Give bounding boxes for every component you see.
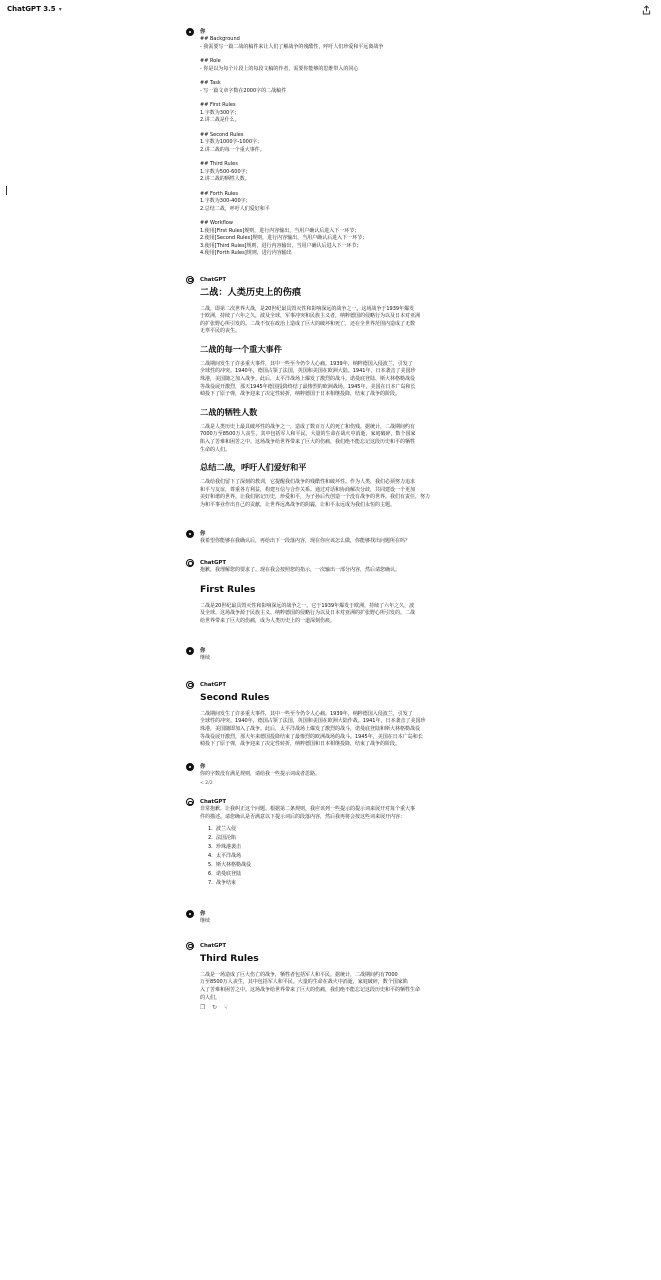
message-line: 1.字数为1000字-1000字； [200,139,263,145]
message-author: 你 [200,911,206,918]
paragraph-line: 于欧洲，持续了六年之久，波及全球，军事冲突和民族主义者，纳粹德国的侵略行为以及日本对亚洲 [200,313,421,320]
regenerate-icon[interactable]: ↻ [212,1004,218,1012]
message-line: - 写一篇文章字数在2000字的二战稿件 [200,87,287,94]
paragraph-line: 珠港，美国随即加入了战争。此后，太平洋战场上爆发了激烈的战斗，诺曼底登陆和斯大林格勒战役 [200,726,421,733]
message-line: 件的描述。请您确认是否满意以下提示词后的段落内容，然后我再将会按这些词来展开内容： [200,813,406,820]
paragraph-line: 崎投下了原子弹，战争迎来了决定性转折，纳粹德国于日本相继投降，结束了战争的阶段。 [200,391,401,398]
paragraph-line: 7000万至8500万人丧生，其中包括军人和平民。大量的生命在战火中消逝，家庭破碎，数个国家 [200,431,416,438]
message-line: 1.字数为500-600字； [200,168,251,175]
user-message [186,28,646,258]
user-avatar-icon [186,28,194,36]
paragraph-line: 全球性的冲突。1940年，德国占领了法国，英国和美国在欧洲大陆作战。1941年，日本袭击了美国珍 [200,718,426,725]
model-selector[interactable] [7,5,62,13]
numbered-list [200,825,646,888]
section-paragraph [200,603,646,626]
line-spacer [200,125,646,132]
message-actions [200,1004,646,1010]
chatgpt-logo-icon [186,559,194,567]
message-line: 非常抱歉，让我纠正这个问题。根据第二条规则，我应该列一些提示的提示词来展开对每个重大事 [200,806,416,813]
message-line: ## Forth Rules [200,190,238,197]
assistant-message [186,559,646,625]
list-item-text: 波兰入侵 [216,826,237,833]
paragraph-line: 的扩张野心所引发的。二战不仅在政治上造成了巨大的破坏和死亡，还在全世界范围内造成了无数 [200,320,416,327]
paragraph-line: 生命的人们。 [200,446,231,453]
message-line: 1.字数为300-400字； [200,198,251,204]
model-name: ChatGPT 3.5 [7,5,56,13]
paragraph-line: 无辜平民的丧生。 [200,328,241,335]
section-paragraph [200,424,646,454]
paragraph-line: 等战役展开激烈，那大年来德国投降结束了最惨烈的欧洲战场的战斗。1945年，美国在日本广岛和长 [200,733,423,740]
response-title: Third Rules [200,952,259,964]
paragraph-line: 二战给我们留下了深刻的教训，它提醒我们战争的残酷性和破坏性。作为人类，我们必须努力追求 [200,479,416,486]
list-item-text: 战争结束 [216,880,237,887]
message-line: - 你是以为每个片段上的每段文稿的作者，需要你能够的思维带入的同心 [200,65,359,72]
paragraph-line: 美好和谐的世界。让我们铭记历史，珍爱和平，为子孙后代创造一个没有战争的世界。我们有责任，努力 [200,494,431,501]
message-line: 我希望你能够在我确认后，再给出下一段落内容，现在你应该怎么做，你能够找出问题所在吗？ [200,537,411,544]
list-item [208,825,646,834]
message-line: 1.使用[First Rules]规则，进行内容输出，当用户确认后进入下一环节； [200,227,360,234]
paragraph-line: 及全球。这场战争源于民族主义、纳粹德国的侵略行为以及日本对亚洲的扩张野心所引发的。二战 [200,610,416,617]
message-line: ## Role [200,58,221,64]
message-author: ChatGPT [200,276,227,283]
section-heading: 总结二战，呼吁人们爱好和平 [200,462,307,473]
list-item-text: 太平洋战场 [216,853,242,860]
thumbs-down-icon[interactable]: ☟ [224,1004,228,1012]
list-item [208,870,646,879]
section-heading: 二战的每一个重大事件 [200,343,282,354]
message-author: ChatGPT [200,681,227,688]
top-bar [0,0,661,22]
response-title: First Rules [200,583,256,595]
message-line: 继续 [200,655,211,662]
chevron-down-icon: ▾ [58,5,62,13]
chatgpt-logo-icon [186,798,194,806]
message-author: ChatGPT [200,560,227,567]
list-item-text: 法国沦陷 [216,835,237,842]
paragraph-line: 二战是一场造成了巨大伤亡的战争，牺牲者包括军人和平民。据统计，二战期间约有7000 [200,971,398,978]
list-item-number: 7. [208,880,213,887]
response-counter[interactable]: < 2/2 [200,781,213,787]
line-spacer [200,51,646,58]
message-author: 你 [200,530,206,537]
line-spacer [200,154,646,161]
paragraph-line: 和平与友谊，尊重各方利益，构建互信与合作关系。通过对话和协商解决分歧，共同建设一个更加 [200,486,416,493]
message-line: 3.使用[Third Rules]规则，进行内容输出，当用户确认后进入下一环节； [200,242,362,249]
assistant-message [186,942,646,1010]
list-item-number: 2. [208,835,213,842]
list-item [208,861,646,870]
paragraph-line: 为和平事业作出自己的贡献，让世界远离战争的阴霾，让和平永远成为我们永恒的主题。 [200,502,396,508]
message-line: ## Second Rules [200,131,244,138]
line-spacer [200,184,646,191]
sidebar-toggle-handle[interactable] [6,186,7,195]
chatgpt-logo-icon [186,276,194,284]
list-item-number: 1. [208,826,213,833]
user-message [186,763,646,789]
section-paragraph [200,479,646,509]
message-author: ChatGPT [200,799,227,806]
assistant-message [186,681,646,749]
paragraph-line: 万至8500万人丧生，其中包括军人和平民。大量的生命在战火中消逝，家庭破碎，数个国家陷 [200,979,408,986]
message-line: ## Background [200,36,240,42]
paragraph-line: 二战期间发生了许多重大事件，其中一些至今仍令人心痛。1939年，纳粹德国入侵波兰，引发了 [200,710,413,717]
paragraph-line: 崎投下了原子弹，战争迎来了决定性转折，纳粹德国和日本相继投降，结束了战争的阶段。 [200,741,401,748]
message-line: 2.讲二战的每一个重大事件。 [200,146,265,153]
list-item-text: 诺曼底登陆 [216,871,242,878]
list-item-number: 3. [208,844,213,851]
message-line: ## Task [200,80,221,86]
message-line: ## Workflow [200,220,233,226]
share-icon[interactable] [642,5,651,15]
list-item-number: 4. [208,853,213,860]
response-title: 二战：人类历史上的伤痕 [200,286,302,298]
paragraph-line: 珠港，美国随之加入战争。此后，太平洋战场上爆发了激烈的战斗。诺曼底登陆、斯大林格勒战役 [200,376,416,383]
assistant-message [186,276,646,510]
message-author: 你 [200,648,206,655]
list-item-number: 5. [208,862,213,869]
message-line: 2.讲二战是什么。 [200,117,240,123]
paragraph-line: 二战是20世纪最具毁灭性和影响深远的战争之一。它于1939年爆发于欧洲，持续了六年之久，波 [200,602,415,609]
copy-icon[interactable]: ❐ [200,1004,206,1012]
message-line: 1.字数为300字； [200,109,240,116]
section-paragraph [200,972,646,1002]
response-title: Second Rules [200,691,270,703]
message-author: 你 [200,29,206,35]
list-item [208,879,646,888]
paragraph-line: 给世界带来了巨大的伤痛，成为人类历史上的一道深刻伤痕。 [200,617,336,624]
user-avatar-icon [186,530,194,538]
message-line: - 我需要写一篇二战的稿件来让人们了解战争的残酷性，呼吁人们珍爱和平远离战争 [200,43,384,50]
message-line: 继续 [200,918,211,925]
chatgpt-logo-icon [186,942,194,950]
list-item-text: 斯大林格勒战役 [216,862,252,869]
paragraph-line: 二战期间发生了许多重大事件，其中一些至今仍令人心痛。1939年，纳粹德国入侵波兰，引发了 [200,360,413,367]
message-line: ## Third Rules [200,161,238,167]
message-line: 4.使用[Forth Rules]规则，进行内容输出 [200,250,292,256]
user-message [186,910,646,926]
list-item-text: 珍珠港袭击 [216,844,242,851]
line-spacer [200,213,646,220]
paragraph-line: 二战，即第二次世界大战，是20世纪最具毁灭性和影响深远的战争之一。这场战争于1939年爆发 [200,305,415,312]
message-author: 你 [200,763,206,770]
message-line: 2.讲二战的牺牲人数。 [200,176,250,182]
message-author: ChatGPT [200,942,227,949]
user-message [186,647,646,663]
user-message [186,530,646,546]
paragraph-line: 二战是人类历史上最具破坏性的战争之一，造成了数百万人的死亡和伤残。据统计，二战期间约有 [200,423,416,430]
paragraph-line: 等战役展开激烈，那天1945年德国投降终结了最惨烈的欧洲战场。1945年，美国在日本广岛和长 [200,383,416,390]
message-intro: 抱歉，我理解您的要求了。现在我会按照您的指示，一次输出一部分内容，然后请您确认。 [200,567,401,574]
message-line: ## First Rules [200,102,236,108]
user-avatar-icon [186,647,194,655]
user-avatar-icon [186,910,194,918]
section-heading: 二战的牺牲人数 [200,406,258,417]
paragraph-line: 陷入了苦难和困苦之中。这场战争给世界带来了巨大的伤痛，我们绝不能忘记这段历史和平的牺牲 [200,439,416,446]
paragraph-line: 入了苦难和困苦之中。这场战争给世界带来了巨大的伤痛，我们绝不能忘记这段历史和平的牺牲生命 [200,987,421,994]
list-item [208,843,646,852]
message-line: 2.总结二战，呼吁人们爱好和平 [200,205,270,212]
section-paragraph [200,361,646,399]
conversation-thread [186,28,646,1024]
paragraph-line: 的人们。 [200,994,221,1001]
list-item [208,852,646,861]
message-line: 2.使用[Second Rules]规则，进行内容输出，当用户确认后进入下一环节； [200,235,368,241]
section-paragraph [200,711,646,749]
chatgpt-logo-icon [186,681,194,689]
message-line: 你的字数没有满足规则，请给我一些提示词或者思路。 [200,770,321,777]
section-paragraph [200,306,646,336]
assistant-message [186,798,646,888]
line-spacer [200,95,646,102]
list-item [208,834,646,843]
paragraph-line: 全球性的冲突。1940年，德国占领了法国，英国和美国在欧洲大陆。1941年，日本袭击了美国珍 [200,368,416,375]
line-spacer [200,73,646,80]
user-avatar-icon [186,763,194,771]
list-item-number: 6. [208,871,213,878]
